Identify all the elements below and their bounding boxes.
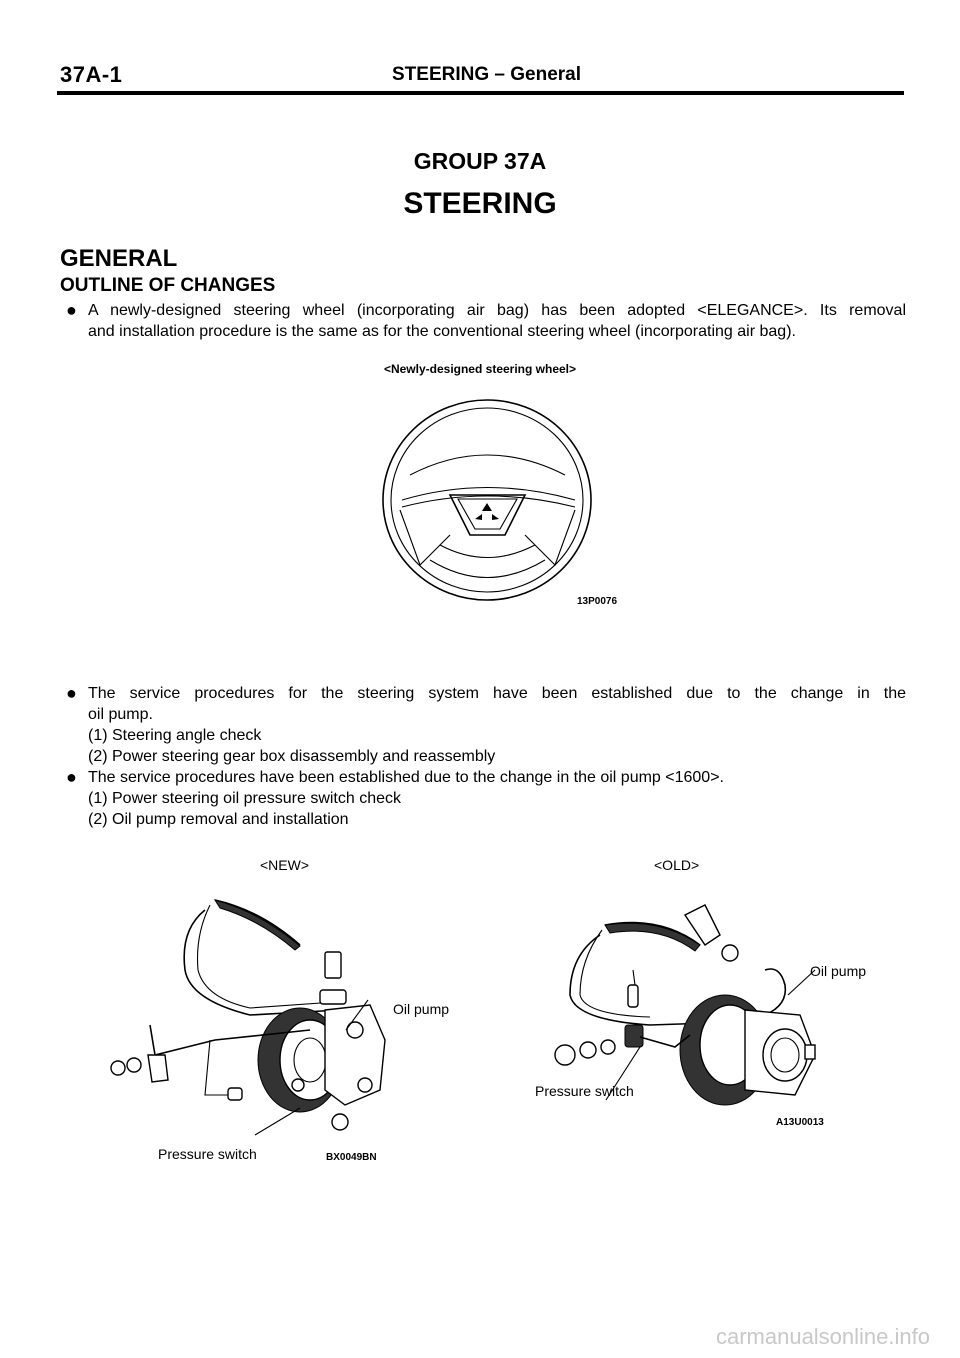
watermark: carmanualsonline.info <box>715 1324 930 1349</box>
old-pressure-switch-label: Pressure switch <box>535 1083 634 1099</box>
old-oil-pump-label: Oil pump <box>810 963 867 979</box>
page-number: 37A-1 <box>60 62 123 87</box>
bullet-wheel-line1: A newly-designed steering wheel (incorporating air bag) has been adopted <ELEGANCE>. Its removal <box>88 302 906 319</box>
wheel-figure-code: 13P0076 <box>577 596 618 607</box>
bullet-steering-item-2: (2) Power steering gear box disassembly and reassembly <box>88 748 496 765</box>
bullet-oilpump-line1: The service procedures have been established due to the change in the oil pump <1600>. <box>88 769 724 786</box>
bullet-oilpump-item-2: (2) Oil pump removal and installation <box>88 811 349 828</box>
old-label: <OLD> <box>654 857 700 873</box>
bullet-steering-line1: The service procedures for the steering system have been established due to the change in the <box>88 685 906 702</box>
bullet-dot: ● <box>66 300 77 320</box>
bullet-steering-service <box>66 683 906 767</box>
group-name: STEERING <box>403 187 557 220</box>
section-subtitle: OUTLINE OF CHANGES <box>60 275 276 296</box>
mitsubishi-logo-icon <box>475 503 499 520</box>
new-oil-pump-label: Oil pump <box>393 1001 450 1017</box>
bullet-oilpump-item-1: (1) Power steering oil pressure switch check <box>88 790 402 807</box>
bullet-dot: ● <box>66 683 77 703</box>
group-number: GROUP 37A <box>413 148 547 174</box>
bullet-wheel <box>66 300 906 342</box>
bullet-oil-pump-service <box>66 767 906 830</box>
section-title: GENERAL <box>60 245 178 272</box>
wheel-caption: <Newly-designed steering wheel> <box>383 362 577 376</box>
header-title: STEERING – General <box>392 64 582 85</box>
header-rule <box>57 91 904 95</box>
steering-wheel-illustration <box>380 395 610 615</box>
bullet-dot: ● <box>66 767 77 787</box>
new-label: <NEW> <box>260 857 310 873</box>
bullet-wheel-line2: and installation procedure is the same as for the conventional steering wheel (incorporating air bag). <box>88 323 796 340</box>
bullet-steering-item-1: (1) Steering angle check <box>88 727 262 744</box>
old-figure-code: A13U0013 <box>776 1117 824 1128</box>
new-figure-code: BX0049BN <box>326 1152 377 1163</box>
new-pressure-switch-label: Pressure switch <box>158 1146 257 1162</box>
new-oil-pump-illustration <box>110 890 440 1150</box>
bullet-steering-line2: oil pump. <box>88 706 153 723</box>
